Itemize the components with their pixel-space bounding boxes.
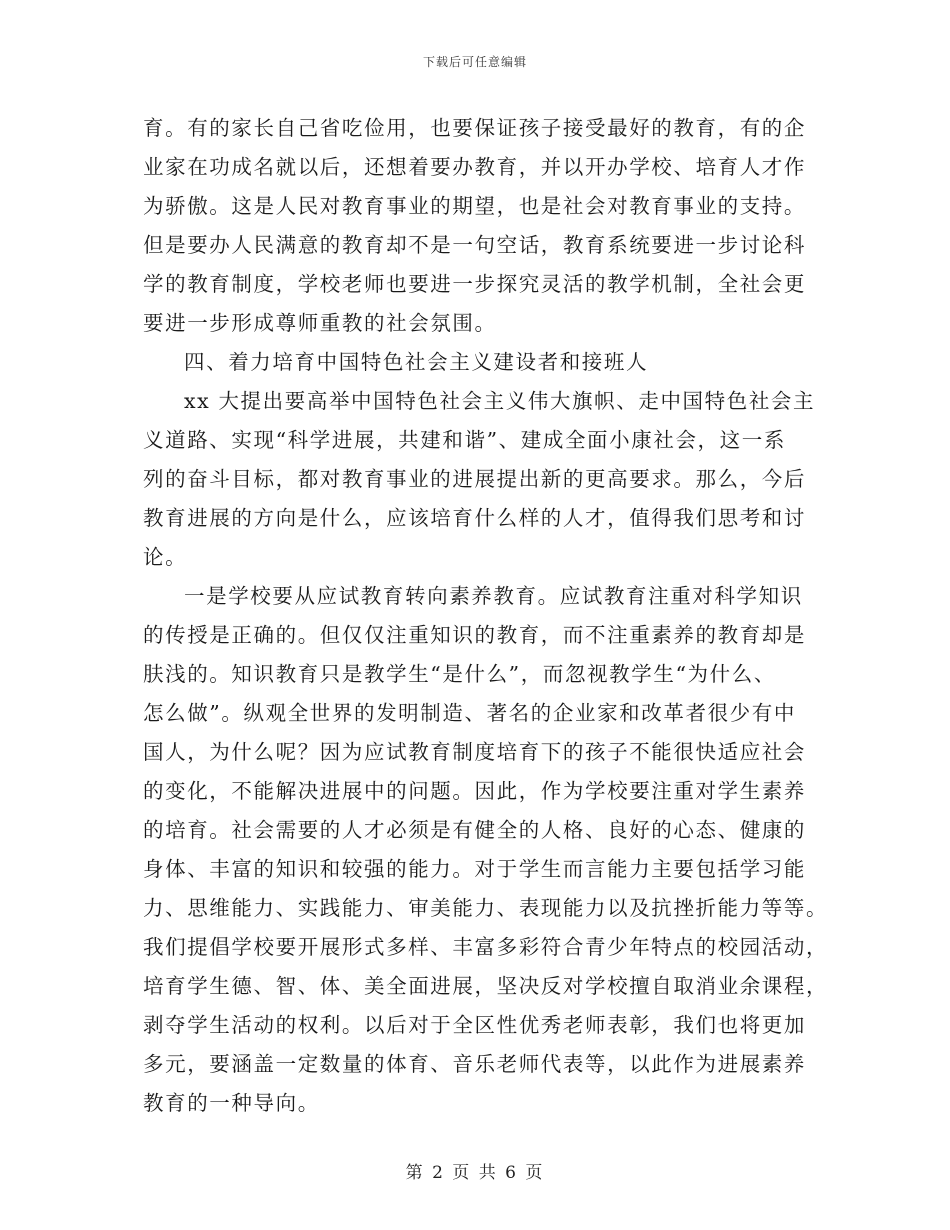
text-line: 怎么做”。纵观全世界的发明制造、著名的企业家和改革者很少有中 (143, 701, 796, 725)
text-line: 我们提倡学校要开展形式多样、丰富多彩符合青少年特点的校园活动， (143, 935, 829, 959)
text-line: 义道路、实现“科学进展，共建和谐”、建成全面小康社会，这一系 (143, 428, 786, 452)
text-line: 多元，要涵盖一定数量的体育、音乐老师代表等，以此作为进展素养 (143, 1052, 806, 1076)
text-line: 肤浅的。知识教育只是教学生“是什么”，而忽视教学生“为什么、 (143, 662, 776, 686)
text-line: 教育进展的方向是什么，应该培育什么样的人才，值得我们思考和讨 (143, 506, 806, 530)
text-line: 教育的一种导向。 (143, 1091, 320, 1115)
text-line: 论。 (143, 545, 188, 569)
text-line: 培育学生德、智、体、美全面进展，坚决反对学校擅自取消业余课程， (143, 974, 829, 998)
text-line: 为骄傲。这是人民对教育事业的期望，也是社会对教育事业的支持。 (143, 194, 806, 218)
text-line: 身体、丰富的知识和较强的能力。对于学生而言能力主要包括学习能 (143, 857, 806, 881)
text-line: 一是学校要从应试教育转向素养教育。应试教育注重对科学知识 (184, 584, 803, 608)
text-line: 的传授是正确的。但仅仅注重知识的教育，而不注重素养的教育却是 (143, 623, 806, 647)
text-line: 国人，为什么呢？因为应试教育制度培育下的孩子不能很快适应社会 (143, 740, 806, 764)
text-line: 育。有的家长自己省吃俭用，也要保证孩子接受最好的教育，有的企 (143, 116, 806, 140)
page-header: 下载后可任意编辑 (422, 55, 527, 69)
text-line: 但是要办人民满意的教育却不是一句空话，教育系统要进一步讨论科 (143, 233, 806, 257)
text-line: 学的教育制度，学校老师也要进一步探究灵活的教学机制，全社会更 (143, 272, 806, 296)
text-line: 剥夺学生活动的权利。以后对于全区性优秀老师表彰，我们也将更加 (143, 1013, 806, 1037)
document-body (143, 109, 829, 1123)
text-line: 力、思维能力、实践能力、审美能力、表现能力以及抗挫折能力等等。 (143, 896, 829, 920)
page-number-footer: 第 2 页 共 6 页 (405, 1163, 545, 1183)
text-line: 四、着力培育中国特色社会主义建设者和接班人 (184, 350, 649, 374)
text-line: 的变化，不能解决进展中的问题。因此，作为学校要注重对学生素养 (143, 779, 806, 803)
text-line: xx 大提出要高举中国特色社会主义伟大旗帜、走中国特色社会主 (184, 389, 816, 413)
text-line: 列的奋斗目标，都对教育事业的进展提出新的更高要求。那么，今后 (143, 467, 806, 491)
text-line: 业家在功成名就以后，还想着要办教育，并以开办学校、培育人才作 (143, 155, 806, 179)
text-line: 的培育。社会需要的人才必须是有健全的人格、良好的心态、健康的 (143, 818, 806, 842)
text-line: 要进一步形成尊师重教的社会氛围。 (143, 311, 497, 335)
